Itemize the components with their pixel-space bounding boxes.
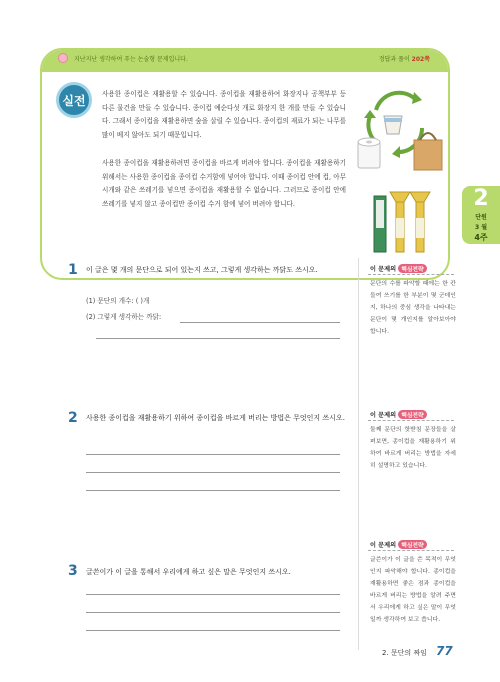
- question-2-text: 사용한 종이컵을 재활용하기 위하여 종이컵을 바르게 버리는 방법은 무엇인지 쓰시오.: [86, 414, 345, 422]
- answer-reference: [379, 54, 430, 63]
- answer-line[interactable]: [86, 594, 340, 595]
- week-label: 3 월: [474, 224, 488, 231]
- recycling-illustration: [356, 88, 448, 254]
- cup-collection-bin-icon: [374, 192, 430, 252]
- answer-line[interactable]: [96, 338, 340, 339]
- answer-ref-page: 202쪽: [411, 56, 430, 63]
- unit-number: 2: [473, 186, 489, 211]
- unit-label: 단원: [475, 214, 487, 221]
- tip-1-label: 이 문제의: [370, 266, 397, 273]
- tip-3-label: 이 문제의: [370, 542, 397, 549]
- tip-divider: [368, 420, 454, 421]
- question-3-text: 글쓴이가 이 글을 통해서 우리에게 하고 싶은 말은 무엇인지 쓰시오.: [86, 568, 291, 576]
- answer-line[interactable]: [86, 490, 340, 491]
- toilet-paper-icon: [358, 138, 380, 168]
- question-1-sub-2: (2) 그렇게 생각하는 까닭:: [86, 313, 162, 321]
- question-1-text: 이 글은 몇 개의 문단으로 되어 있는지 쓰고, 그렇게 생각하는 까닭도 쓰시오.: [86, 266, 318, 274]
- question-3-number: 3: [68, 563, 78, 579]
- page-number: 77: [436, 644, 453, 658]
- question-1-sub-1: (1) 문단의 개수: ( )개: [86, 297, 150, 305]
- tip-divider: [368, 550, 454, 551]
- paper-cup-icon: [384, 116, 402, 134]
- tip-1-body: 문단의 수를 파악할 때에는 한 칸 들여 쓰기를 한 부분이 몇 군데인지, 하나의 중심 생각을 나타내는 문단이 몇 개인지를 알아보아야 합니다.: [370, 281, 456, 335]
- tip-3-heading: [370, 540, 427, 549]
- passage-paragraph-1: 사용한 종이컵은 재활용할 수 있습니다. 종이컵을 재활용하여 화장지나 공책부부 등 다른 물건을 만들 수 있습니다. 종이컵 예순다섯 개로 화장지 한 개를 만들 수 있습니다. 그래서 종이컵을 재활용하면 숲을 살릴 수 있습니다. 종이컵의 재료가 되는 나무를 많이 베지 않아도 되기 때문입니다.: [102, 90, 346, 139]
- tip-1-pill: 핵심전략: [398, 264, 426, 273]
- tip-2-pill: 핵심전략: [398, 410, 426, 419]
- tip-2-label: 이 문제의: [370, 412, 397, 419]
- answer-line[interactable]: [180, 322, 340, 323]
- tip-3-body: 글쓴이가 이 글을 쓴 목적이 무엇인지 파악해야 합니다. 종이컵을 재활용하면 좋은 점과 종이컵을 바르게 버리는 방법을 알려 주면서 우리에게 하고 싶은 말이 무엇일까 생각하여 보고 씁니다.: [370, 557, 456, 623]
- column-divider: [358, 258, 359, 650]
- answer-ref-prefix: 정답과 풀이: [378, 56, 410, 63]
- tip-2-body: 둘째 문단의 핫받침 문장들을 살펴보면, 종이컵을 재활용하기 위하여 바르게 버리는 방법을 자세히 설명하고 있습니다.: [370, 427, 456, 469]
- tip-1-heading: [370, 264, 427, 273]
- answer-line[interactable]: [86, 472, 340, 473]
- footer-section-label: 2. 문단의 짜임: [382, 649, 427, 657]
- passage-paragraph-2: 사용한 종이컵을 재활용하려면 종이컵을 바르게 버려야 합니다. 종이컵을 재활용하기 위해서는 사용한 종이컵을 종이컵 수거함에 넣어야 합니다. 이때 종이컵 안에 컵, 아무시개와 같은 쓰레기를 넣으면 종이컵을 재활용할 수 없습니다. 그러므로 종이컵 안에 쓰레기를 넣지 않고 종이컵만 종이컵 수거 함에 넣어 버려야 합니다.: [102, 159, 346, 208]
- tip-2-heading: [370, 410, 427, 419]
- answer-line[interactable]: [86, 454, 340, 455]
- question-2-number: 2: [68, 410, 78, 426]
- practice-badge: 실전: [56, 82, 92, 118]
- tip-3-pill: 핵심전략: [398, 540, 426, 549]
- day-label: 4주: [474, 233, 488, 242]
- answer-line[interactable]: [86, 612, 340, 613]
- answer-line[interactable]: [86, 630, 340, 631]
- flower-icon: [58, 53, 68, 63]
- question-1-number: 1: [68, 262, 78, 278]
- tip-divider: [368, 274, 454, 275]
- header-note: 지난지난 생각하여 푸는 논술형 문제입니다.: [74, 56, 188, 63]
